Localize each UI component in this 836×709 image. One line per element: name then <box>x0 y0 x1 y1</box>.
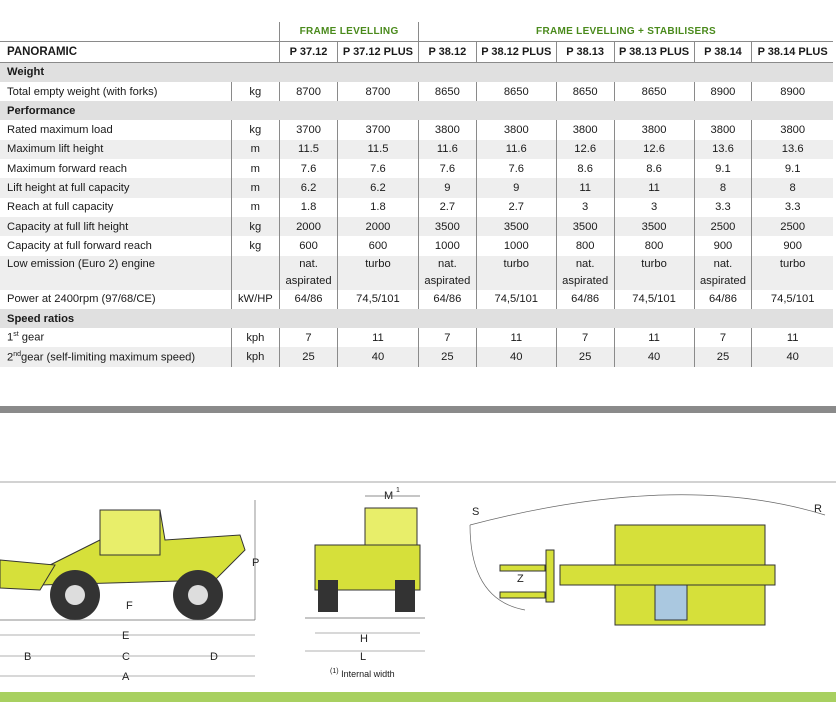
table-cell: 3700 <box>337 120 418 139</box>
table-cell: 8.6 <box>614 159 694 178</box>
table-cell: 3500 <box>614 217 694 236</box>
table-cell: 64/86 <box>280 290 338 309</box>
row-label: Total empty weight (with forks) <box>7 85 158 98</box>
table-cell: 6.2 <box>280 178 338 197</box>
table-row <box>0 217 833 236</box>
table-cell: 74,5/101 <box>614 290 694 309</box>
model-header-row <box>0 42 833 62</box>
table-cell: 3800 <box>694 120 752 139</box>
table-cell: 8700 <box>280 82 338 101</box>
row-unit: kg <box>231 236 280 255</box>
table-cell: 900 <box>694 236 752 255</box>
table-cell: 9.1 <box>752 159 833 178</box>
spec-table <box>0 22 833 367</box>
dim-label-s: S <box>472 506 480 518</box>
table-cell: 3800 <box>614 120 694 139</box>
dim-label-f: F <box>126 600 133 612</box>
table-cell: 2.7 <box>476 198 556 217</box>
table-cell: 7 <box>418 328 476 347</box>
table-cell: 40 <box>614 347 694 366</box>
table-cell: 25 <box>556 347 614 366</box>
table-cell: 12.6 <box>614 140 694 159</box>
gear-number: 2 <box>7 351 14 364</box>
row-unit: m <box>231 178 280 197</box>
table-cell: 600 <box>337 236 418 255</box>
table-cell: 64/86 <box>694 290 752 309</box>
model-header: P 38.12 <box>418 42 476 62</box>
table-row <box>0 82 833 101</box>
section-title-speed: Speed ratios <box>0 309 833 328</box>
table-cell: 6.2 <box>337 178 418 197</box>
row-label: Capacity at full forward reach <box>7 239 152 252</box>
row-label: Power at 2400rpm (97/68/CE) <box>7 293 156 306</box>
table-cell: 25 <box>418 347 476 366</box>
table-cell: 8.6 <box>556 159 614 178</box>
dim-label-b: B <box>24 651 32 663</box>
table-cell: 1000 <box>476 236 556 255</box>
table-cell: 8650 <box>418 82 476 101</box>
row-unit: m <box>231 140 280 159</box>
table-cell: 600 <box>280 236 338 255</box>
table-row <box>0 120 833 139</box>
table-cell: 2.7 <box>418 198 476 217</box>
table-row <box>0 198 833 217</box>
table-cell: 13.6 <box>694 140 752 159</box>
table-cell: nat. aspirated <box>280 256 338 290</box>
model-header: P 38.13 <box>556 42 614 62</box>
group-header-row <box>0 22 833 42</box>
table-row <box>0 178 833 197</box>
table-row <box>0 290 833 309</box>
table-cell: 11.5 <box>337 140 418 159</box>
table-row <box>0 236 833 255</box>
dim-label-c: C <box>122 651 130 663</box>
table-cell: 3.3 <box>694 198 752 217</box>
row-unit: kW/HP <box>231 290 280 309</box>
row-label: Rated maximum load <box>7 124 113 137</box>
table-cell: nat. aspirated <box>556 256 614 290</box>
model-header: P 38.14 PLUS <box>752 42 833 62</box>
model-column-label: PANORAMIC <box>0 42 231 62</box>
dim-label-a: A <box>122 671 130 683</box>
table-cell: 3800 <box>476 120 556 139</box>
table-cell: 11 <box>752 328 833 347</box>
row-label: Capacity at full lift height <box>0 217 231 236</box>
table-cell: 8900 <box>694 82 752 101</box>
section-divider <box>0 406 836 413</box>
dim-label-r: R <box>814 503 822 515</box>
table-cell: 7 <box>556 328 614 347</box>
dim-label-l: L <box>360 651 367 663</box>
table-cell: 25 <box>694 347 752 366</box>
top-view-drawing <box>470 495 825 625</box>
table-cell: 900 <box>752 236 833 255</box>
dim-label-h: H <box>360 633 368 645</box>
dim-label-d: D <box>210 651 218 663</box>
table-cell: 1.8 <box>337 198 418 217</box>
gear-suffix: st <box>13 331 19 339</box>
row-unit: kg <box>231 120 280 139</box>
row-unit: kph <box>231 347 280 366</box>
table-cell: 7.6 <box>418 159 476 178</box>
table-cell: 74,5/101 <box>337 290 418 309</box>
table-cell: turbo <box>614 256 694 290</box>
row-unit: m <box>231 159 280 178</box>
table-cell: 7.6 <box>476 159 556 178</box>
table-row <box>0 328 833 347</box>
table-cell: nat. aspirated <box>694 256 752 290</box>
table-cell: 8700 <box>337 82 418 101</box>
table-cell: 800 <box>556 236 614 255</box>
row-unit: kph <box>231 328 280 347</box>
table-cell: 2000 <box>280 217 338 236</box>
row-label <box>0 347 231 366</box>
row-label: Lift height at full capacity <box>0 178 231 197</box>
table-cell: 2500 <box>694 217 752 236</box>
gear-suffix: nd <box>13 350 22 358</box>
section-title-performance: Performance <box>0 101 833 120</box>
table-cell: 9 <box>476 178 556 197</box>
table-cell: 64/86 <box>556 290 614 309</box>
footnote-text: Internal width <box>341 669 395 679</box>
table-cell: 11 <box>614 178 694 197</box>
table-cell: 8650 <box>556 82 614 101</box>
table-cell: 11.6 <box>476 140 556 159</box>
table-cell: 40 <box>476 347 556 366</box>
section-row <box>0 62 833 82</box>
table-cell: 64/86 <box>418 290 476 309</box>
row-label: Low emission (Euro 2) engine <box>0 256 231 290</box>
table-cell: 3800 <box>556 120 614 139</box>
group-frame-stabilisers: FRAME LEVELLING + STABILISERS <box>418 22 833 42</box>
table-row <box>0 140 833 159</box>
table-cell: 3500 <box>476 217 556 236</box>
table-cell: 7 <box>694 328 752 347</box>
front-view-drawing <box>305 496 425 651</box>
row-unit: m <box>231 198 280 217</box>
table-cell: 800 <box>614 236 694 255</box>
dimension-drawings <box>0 470 836 685</box>
table-cell: 11.6 <box>418 140 476 159</box>
table-cell: 1000 <box>418 236 476 255</box>
table-cell: turbo <box>476 256 556 290</box>
table-cell: 1.8 <box>280 198 338 217</box>
group-frame-levelling: FRAME LEVELLING <box>280 22 419 42</box>
model-header: P 38.12 PLUS <box>476 42 556 62</box>
table-cell: 11 <box>476 328 556 347</box>
row-unit: kg <box>231 217 280 236</box>
dim-label-m: M <box>384 490 394 502</box>
row-unit: kg <box>231 82 280 101</box>
section-row <box>0 101 833 120</box>
table-cell: 8 <box>694 178 752 197</box>
row-label <box>0 328 231 347</box>
table-row <box>0 159 833 178</box>
footnote-marker: (1) <box>330 668 339 675</box>
table-cell: 74,5/101 <box>476 290 556 309</box>
table-cell: 9.1 <box>694 159 752 178</box>
table-cell: 2000 <box>337 217 418 236</box>
table-cell: 3700 <box>280 120 338 139</box>
section-row <box>0 309 833 328</box>
table-cell: 7.6 <box>280 159 338 178</box>
table-row <box>0 256 833 290</box>
table-cell: 8650 <box>614 82 694 101</box>
table-cell: 8650 <box>476 82 556 101</box>
dim-label-m-footnote: 1 <box>396 487 400 494</box>
row-label: Reach at full capacity <box>7 201 114 214</box>
row-label: Maximum lift height <box>0 140 231 159</box>
table-cell: 3 <box>614 198 694 217</box>
table-cell: nat. aspirated <box>418 256 476 290</box>
model-header: P 38.13 PLUS <box>614 42 694 62</box>
table-cell: 7.6 <box>337 159 418 178</box>
table-cell: 11 <box>614 328 694 347</box>
table-row <box>0 347 833 366</box>
table-cell: 3800 <box>418 120 476 139</box>
table-cell: 74,5/101 <box>752 290 833 309</box>
table-cell: 12.6 <box>556 140 614 159</box>
table-cell: 3800 <box>752 120 833 139</box>
table-cell: turbo <box>752 256 833 290</box>
model-header: P 37.12 <box>280 42 338 62</box>
table-cell: 3.3 <box>752 198 833 217</box>
table-cell: 9 <box>418 178 476 197</box>
table-cell: 8900 <box>752 82 833 101</box>
table-cell: 11 <box>556 178 614 197</box>
table-cell: 8 <box>752 178 833 197</box>
row-label: Maximum forward reach <box>7 162 127 175</box>
dim-label-p: P <box>252 557 260 569</box>
model-header: P 38.14 <box>694 42 752 62</box>
footnote <box>330 668 395 679</box>
gear-text: gear <box>18 332 45 345</box>
table-cell: 11.5 <box>280 140 338 159</box>
table-cell: 13.6 <box>752 140 833 159</box>
gear-text: gear (self-limiting maximum speed) <box>21 351 196 364</box>
table-cell: 40 <box>752 347 833 366</box>
table-cell: 25 <box>280 347 338 366</box>
table-cell: 3500 <box>418 217 476 236</box>
row-unit <box>231 256 280 290</box>
dim-label-e: E <box>122 630 130 642</box>
table-cell: 3 <box>556 198 614 217</box>
model-header: P 37.12 PLUS <box>337 42 418 62</box>
table-cell: 11 <box>337 328 418 347</box>
table-cell: 3500 <box>556 217 614 236</box>
table-cell: 7 <box>280 328 338 347</box>
table-cell: 40 <box>337 347 418 366</box>
section-title-weight: Weight <box>0 62 833 82</box>
dim-label-z: Z <box>517 573 524 585</box>
table-cell: turbo <box>337 256 418 290</box>
footer-bar <box>0 692 836 702</box>
table-cell: 2500 <box>752 217 833 236</box>
gear-number: 1 <box>7 332 14 345</box>
